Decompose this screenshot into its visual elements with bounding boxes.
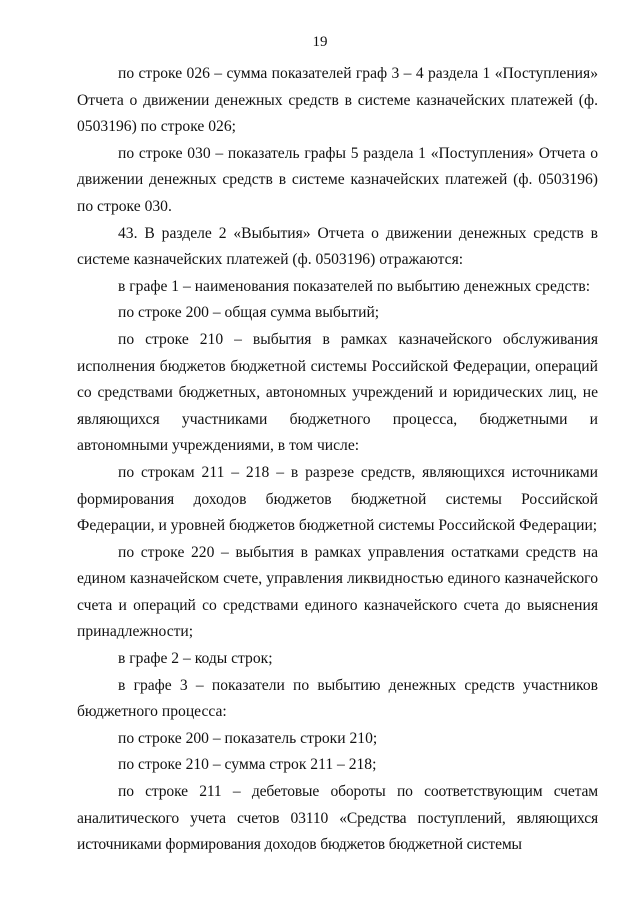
paragraph-row-200: по строке 200 – общая сумма выбытий; [118, 304, 380, 322]
paragraph-row-220: по строке 220 – выбытия в рамках управления остатками средств на едином казначейском счете, управления ликвидностью единого казначейского счета и операций со средствами единого казначейского счета до выяснения принадлежности; [77, 543, 598, 641]
paragraph-row-210: по строке 210 – выбытия в рамках казначейского обслуживания исполнения бюджетов бюджетной системы Российской Федерации, операций со средствами бюджетных, автономных учреждений и юридических лиц, не являющихся участниками бюджетного процесса, бюджетными и автономными учреждениями, в том числе: [77, 330, 598, 455]
page-number: 19 [312, 34, 328, 50]
paragraph-row-030: по строке 030 – показатель графы 5 раздела 1 «Поступления» Отчета о движении денежных средств в системе казначейских платежей (ф. 0503196) по строке 030. [77, 144, 598, 215]
paragraph-column-1: в графе 1 – наименования показателей по выбытию денежных средств: [118, 277, 591, 295]
paragraph-column-3-row-210: по строке 210 – сумма строк 211 – 218; [118, 756, 377, 774]
paragraph-column-3-row-211: по строке 211 – дебетовые обороты по соответствующим счетам аналитического учета счетов 03110 «Средства поступлений, являющихся источниками формирования доходов бюджетов бюджетной системы [77, 783, 598, 854]
document-body [77, 61, 598, 859]
paragraph-section-43: 43. В разделе 2 «Выбытия» Отчета о движении денежных средств в системе казначейских платежей (ф. 0503196) отражаются: [77, 224, 598, 269]
paragraph-row-026: по строке 026 – сумма показателей граф 3 – 4 раздела 1 «Поступления» Отчета о движении денежных средств в системе казначейских платежей (ф. 0503196) по строке 026; [77, 65, 598, 136]
paragraph-column-3: в графе 3 – показатели по выбытию денежных средств участников бюджетного процесса: [77, 676, 598, 721]
paragraph-column-2: в графе 2 – коды строк; [118, 650, 273, 668]
paragraph-rows-211-218: по строкам 211 – 218 – в разрезе средств, являющихся источниками формирования доходов бюджетов бюджетной системы Российской Федерации, и уровней бюджетов бюджетной системы Российской Федерации; [77, 463, 598, 535]
paragraph-column-3-row-200: по строке 200 – показатель строки 210; [118, 729, 378, 747]
